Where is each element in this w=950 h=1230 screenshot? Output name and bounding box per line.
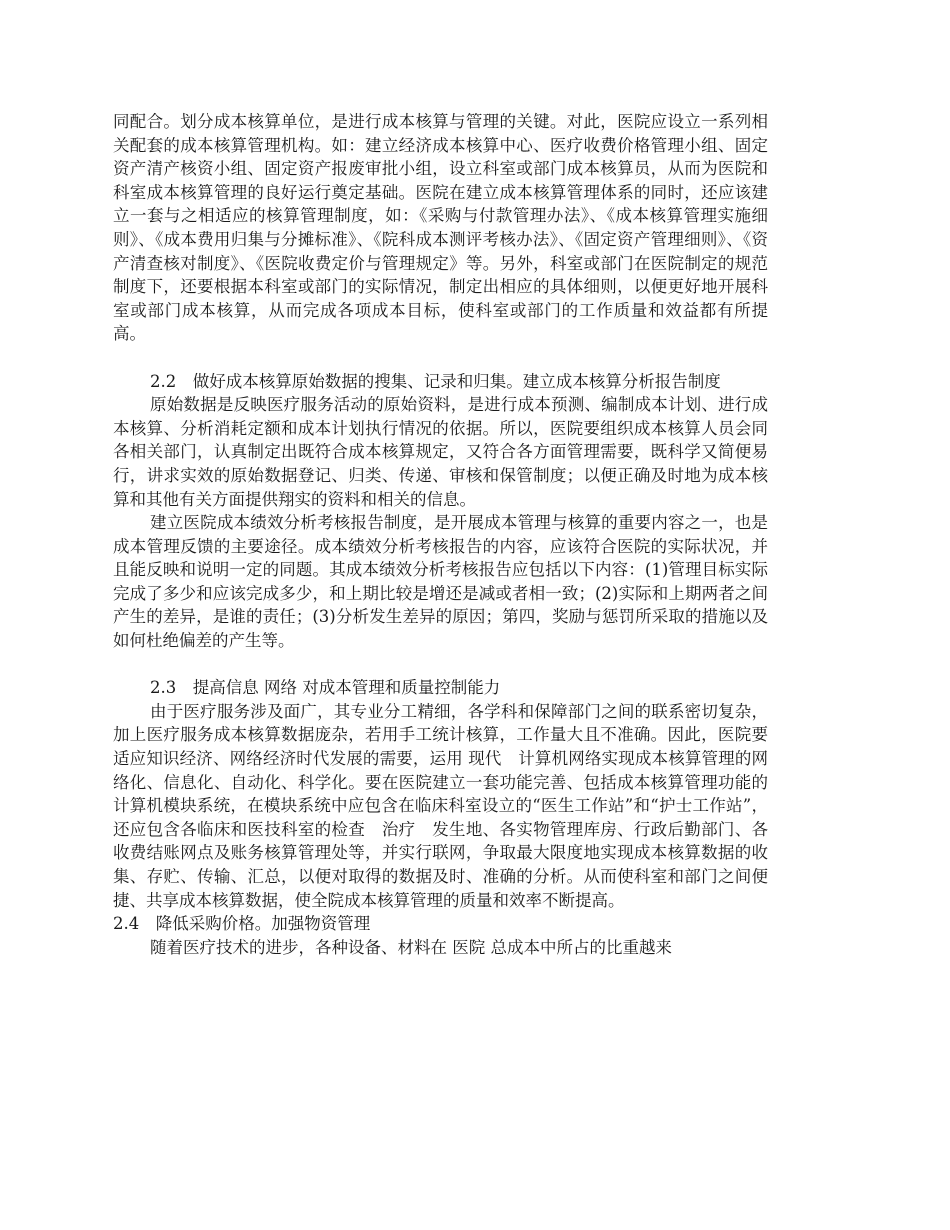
section-heading-2-3: 2.3 提高信息 网络 对成本管理和质量控制能力 — [150, 678, 501, 698]
paragraph-information-network: 由于医疗服务涉及面广，其专业分工精细，各学科和保障部门之间的联系密切复杂，加上医疗服务成本核算数据庞杂，若用手工统计核算，工作量大且不准确。因此，医院要适应知识经济、网络经济时代发展的需要，运用 现代 计算机网络实现成本核算管理的网络化、信息化、自动化、科学化。要在医院建立一套功能完善、包括成本核算管理功能的计算机模块系统，在模块系统中应包含在临床科室设立的“医生工作站”和“护士工作站”，还应包含各临床和医技科室的检查 治疗 发生地、各实物管理库房、行政后勤部门、各收费结账网点及账务核算管理处等，并实行联网，争取最大限度地实现成本核算数据的收集、存贮、传输、汇总，以便对取得的数据及时、准确的分析。从而使科室和部门之间便捷、共享成本核算数据，使全院成本核算管理的质量和效率不断提高。 — [113, 701, 768, 910]
paragraph-cost-accounting-organization: 同配合。划分成本核算单位，是进行成本核算与管理的关键。对此，医院应设立一系列相关配套的成本核算管理机构。如：建立经济成本核算中心、医疗收费价格管理小组、固定资产清产核资小组、固定资产报废审批小组，设立科室或部门成本核算员，从而为医院和科室成本核算管理的良好运行奠定基础。医院在建立成本核算管理体系的同时，还应该建立一套与之相适应的核算管理制度，如：《采购与付款管理办法》、《成本核算管理实施细则》、《成本费用归集与分摊标准》、《院科成本测评考核办法》、《固定资产管理细则》、《资产清查核对制度》、《医院收费定价与管理规定》等。另外，科室或部门在医院制定的规范制度下，还要根据本科室或部门的实际情况，制定出相应的具体细则，以便更好地开展科室或部门成本核算，从而完成各项成本目标，使科室或部门的工作质量和效益都有所提高。 — [113, 112, 768, 344]
paragraph-procurement: 随着医疗技术的进步，各种设备、材料在 医院 总成本中所占的比重越来 — [150, 937, 672, 957]
paragraph-raw-data: 原始数据是反映医疗服务活动的原始资料，是进行成本预测、编制成本计划、进行成本核算、分析消耗定额和成本计划执行情况的依据。所以，医院要组织成本核算人员会同各相关部门，认真制定出既符合成本核算规定，又符合各方面管理需要，既科学又简便易行，讲求实效的原始数据登记、归类、传递、审核和保管制度；以便正确及时地为成本核算和其他有关方面提供翔实的资料和相关的信息。 — [113, 395, 768, 509]
blank-line — [113, 653, 768, 677]
section-heading-2-2: 2.2 做好成本核算原始数据的搜集、记录和归集。建立成本核算分析报告制度 — [150, 371, 721, 391]
blank-line — [113, 346, 768, 370]
section-heading-2-4: 2.4 降低采购价格。加强物资管理 — [113, 914, 371, 934]
paragraph-performance-report: 建立医院成本绩效分析考核报告制度，是开展成本管理与核算的重要内容之一，也是成本管理反馈的主要途径。成本绩效分析考核报告的内容，应该符合医院的实际状况，并且能反映和说明一定的同题。其成本绩效分析考核报告应包括以下内容：(1)管理目标实际完成了多少和应该完成多少，和上期比较是增还是减或者相一致；(2)实际和上期两者之间产生的差异，是谁的责任；(3)分析发生差异的原因；第四，奖励与惩罚所采取的措施以及如何杜绝偏差的产生等。 — [113, 513, 768, 651]
document-page — [113, 110, 768, 959]
